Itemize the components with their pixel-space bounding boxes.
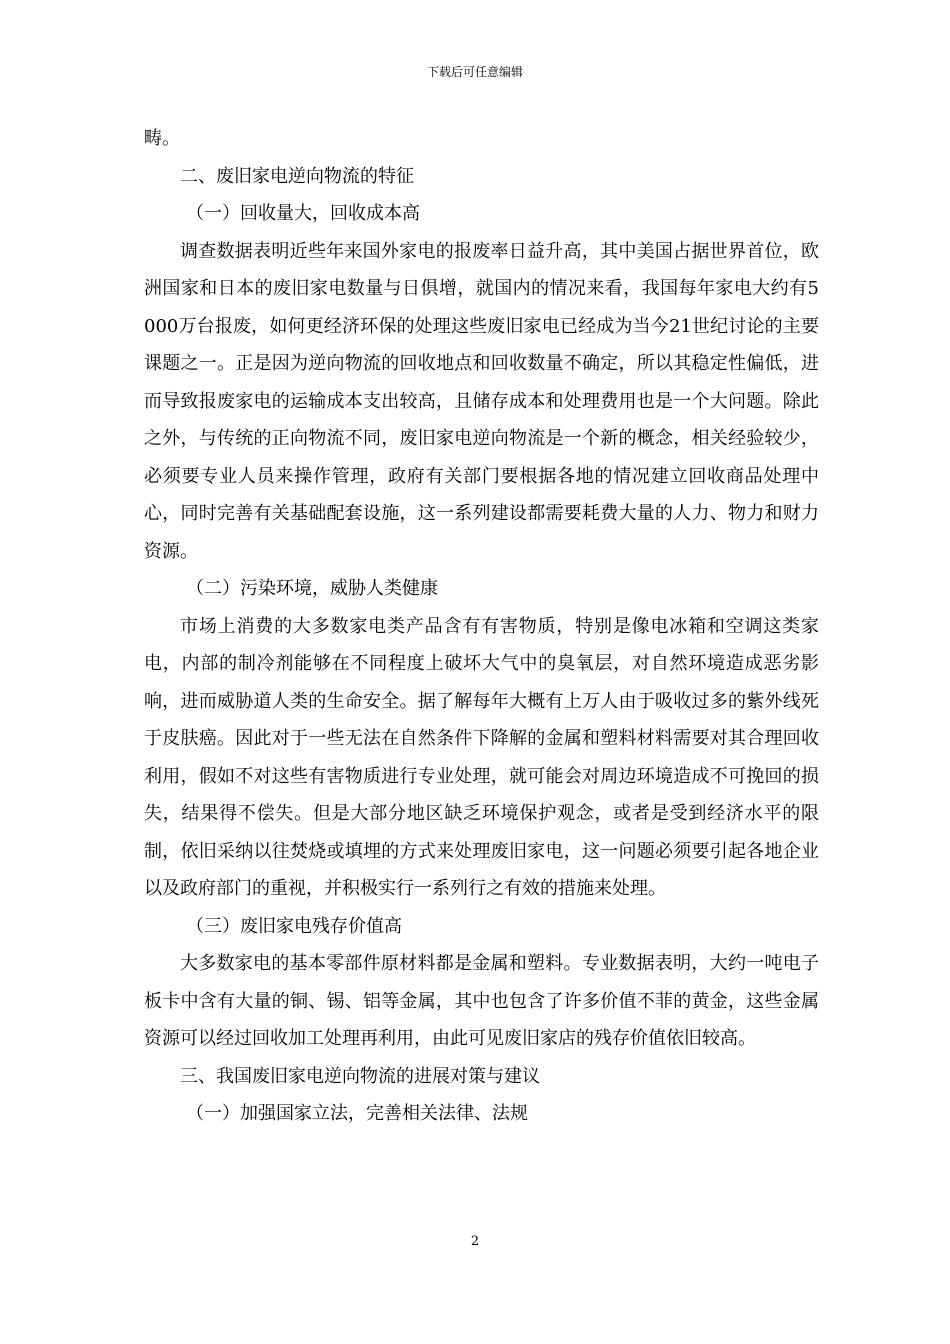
section-heading-3: 三、我国废旧家电逆向物流的进展对策与建议 bbox=[180, 1065, 540, 1087]
subsection-heading-2-3: （三）废旧家电残存价值高 bbox=[186, 915, 402, 937]
subsection-heading-3-1: （一）加强国家立法，完善相关法律、法规 bbox=[186, 1103, 528, 1124]
paragraph-2-3: 大多数家电的基本零部件原材料都是金属和塑料。专业数据表明，大约一吨电子板卡中含有大量的铜、锡、铝等金属，其中也包含了许多价值不菲的黄金，这些金属资源可以经过回收加工处理再利用，由此可见废旧家店的残存价值依旧较高。 bbox=[144, 953, 819, 1049]
document-body bbox=[144, 120, 819, 1133]
section-heading-2: 二、废旧家电逆向物流的特征 bbox=[180, 165, 414, 187]
page-number: 2 bbox=[470, 1234, 480, 1249]
subsection-heading-2-1: （一）回收量大，回收成本高 bbox=[186, 203, 420, 224]
subsection-heading-2-2: （二）污染环境，威胁人类健康 bbox=[186, 578, 438, 599]
paragraph-2-2: 市场上消费的大多数家电类产品含有有害物质，特别是像电冰箱和空调这类家电，内部的制冷剂能够在不同程度上破坏大气中的臭氧层，对自然环境造成恶劣影响，进而威胁道人类的生命安全。据了解每年大概有上万人由于吸收过多的紫外线死于皮肤癌。因此对于一些无法在自然条件下降解的金属和塑料材料需要对其合理回收利用，假如不对这些有害物质进行专业处理，就可能会对周边环境造成不可挽回的损失，结果得不偿失。但是大部分地区缺乏环境保护观念，或者是受到经济水平的限制，依旧采纳以往焚烧或填埋的方式来处理废旧家电，这一问题必须要引起各地企业以及政府部门的重视，并积极实行一系列行之有效的措施来处理。 bbox=[144, 615, 819, 899]
continued-paragraph-fragment: 畴。 bbox=[144, 128, 180, 149]
paragraph-2-1: 调查数据表明近些年来国外家电的报废率日益升高，其中美国占据世界首位，欧洲国家和日本的废旧家电数量与日俱增，就国内的情况来看，我国每年家电大约有5 000万台报废，如何更经济环保的处理这些废旧家电已经成为当今21世纪讨论的主要课题之一。正是因为逆向物流的回收地点和回收数量不确定，所以其稳定性偏低，进而导致报废家电的运输成本支出较高，且储存成本和处理费用也是一个大问题。除此之外，与传统的正向物流不同，废旧家电逆向物流是一个新的概念，相关经验较少，必须要专业人员来操作管理，政府有关部门要根据各地的情况建立回收商品处理中心，同时完善有关基础配套设施，这一系列建设都需要耗费大量的人力、物力和财力资源。 bbox=[144, 240, 819, 562]
page-header-note: 下载后可任意编辑 bbox=[426, 65, 523, 79]
